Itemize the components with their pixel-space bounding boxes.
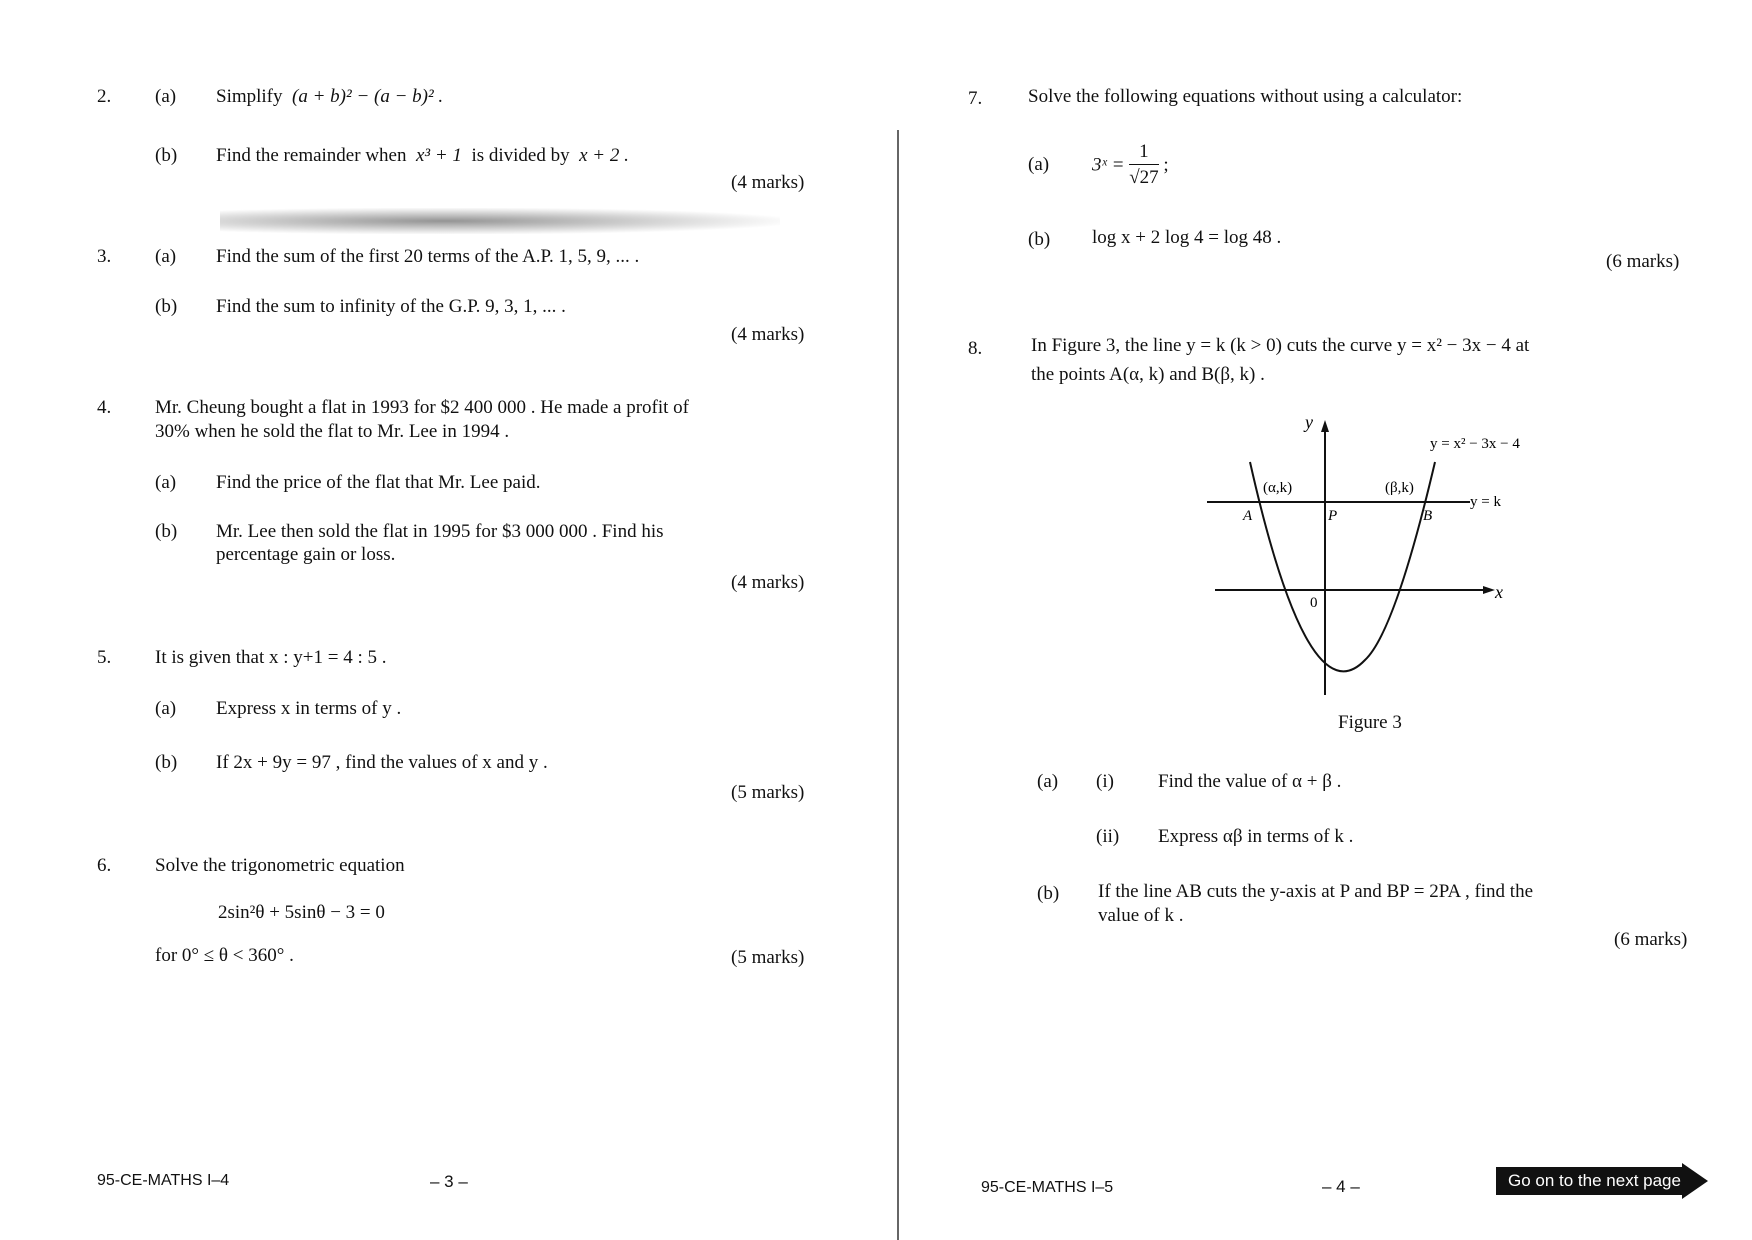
figure-caption: Figure 3	[1338, 712, 1402, 733]
line-label: y = k	[1470, 494, 1501, 510]
question-text: 30% when he sold the flat to Mr. Lee in 1994 .	[155, 421, 510, 442]
question-text: Solve the following equations without using a calculator:	[1028, 86, 1463, 107]
part-text: Find the sum of the first 20 terms of the A.P. 1, 5, 9, ... .	[216, 246, 640, 267]
question-text: Solve the trigonometric equation	[155, 855, 405, 876]
point-beta-label: (β,k)	[1385, 480, 1414, 496]
instruction: Simplify	[216, 86, 283, 107]
footer-page-number: – 4 –	[1322, 1177, 1360, 1196]
point-P-label: P	[1328, 508, 1338, 524]
question-number: 7.	[968, 88, 983, 109]
part-text: value of k .	[1098, 905, 1184, 926]
question-number: 4.	[97, 397, 112, 418]
part-label: (a)	[155, 698, 177, 719]
part-label: (a)	[1028, 154, 1050, 175]
next-page-text: Go on to the next page	[1496, 1167, 1682, 1195]
question-text: the points A(α, k) and B(β, k) .	[1031, 364, 1265, 385]
subpart-text: Express αβ in terms of k .	[1158, 826, 1354, 847]
instruction: is divided by	[471, 145, 570, 166]
equation: 2sin²θ + 5sinθ − 3 = 0	[218, 902, 385, 923]
expression: x³ + 1	[415, 145, 462, 166]
marks-label: (6 marks)	[1614, 929, 1688, 950]
instruction: Find the remainder when	[216, 145, 407, 166]
part-label: (a)	[155, 472, 177, 493]
x-axis-arrow	[1483, 586, 1495, 594]
fraction	[1129, 140, 1158, 191]
part-text: percentage gain or loss.	[216, 544, 396, 565]
marks-label: (6 marks)	[1606, 251, 1680, 272]
marks-label: (5 marks)	[731, 947, 805, 968]
question-number: 3.	[97, 246, 112, 267]
subpart-text: Find the value of α + β .	[1158, 771, 1342, 792]
part-label: (b)	[1028, 229, 1051, 250]
part-label: (b)	[155, 752, 178, 773]
part-text	[216, 145, 629, 167]
point-B-label: B	[1423, 508, 1433, 524]
punctuation: ;	[1163, 154, 1169, 176]
footer-code: 95-CE-MATHS I–4	[97, 1172, 230, 1189]
question-text: In Figure 3, the line y = k (k > 0) cuts the curve y = x² − 3x − 4 at	[1031, 335, 1530, 356]
part-text: If the line AB cuts the y-axis at P and BP = 2PA , find the	[1098, 881, 1534, 902]
fraction-numerator: 1	[1129, 140, 1158, 165]
question-number: 5.	[97, 647, 112, 668]
marks-label: (5 marks)	[731, 782, 805, 803]
question-text: Mr. Cheung bought a flat in 1993 for $2 400 000 . He made a profit of	[155, 397, 690, 418]
figure-3-graph	[1195, 410, 1595, 700]
part-text: Find the price of the flat that Mr. Lee paid.	[216, 472, 541, 493]
part-text: Find the sum to infinity of the G.P. 9, 3, 1, ... .	[216, 296, 566, 317]
subpart-label: (ii)	[1096, 826, 1120, 847]
part-label: (a)	[155, 86, 177, 107]
part-text: Mr. Lee then sold the flat in 1995 for $3 000 000 . Find his	[216, 521, 664, 542]
point-A-label: A	[1243, 508, 1253, 524]
curve-label: y = x² − 3x − 4	[1430, 436, 1520, 452]
scan-smudge	[220, 208, 780, 234]
expression: 3ˣ =	[1092, 154, 1125, 176]
origin-label: 0	[1310, 595, 1318, 611]
marks-label: (4 marks)	[731, 324, 805, 345]
point-alpha-label: (α,k)	[1263, 480, 1293, 496]
question-text: It is given that x : y+1 = 4 : 5 .	[155, 647, 387, 668]
part-label: (a)	[155, 246, 177, 267]
page-gutter-divider	[897, 130, 899, 1240]
part-label: (b)	[155, 145, 178, 166]
part-label: (b)	[1037, 883, 1060, 904]
footer-page-number: – 3 –	[430, 1172, 468, 1191]
marks-label: (4 marks)	[731, 172, 805, 193]
question-number: 6.	[97, 855, 112, 876]
subpart-label: (i)	[1096, 771, 1114, 792]
question-number: 2.	[97, 86, 112, 107]
expression: x + 2 .	[579, 145, 629, 166]
part-text: If 2x + 9y = 97 , find the values of x and y .	[216, 752, 548, 773]
question-number: 8.	[968, 338, 983, 359]
y-axis-label: y	[1305, 412, 1313, 432]
marks-label: (4 marks)	[731, 572, 805, 593]
y-axis-arrow	[1321, 420, 1329, 432]
part-text	[1092, 140, 1169, 191]
question-text: for 0° ≤ θ < 360° .	[155, 945, 294, 966]
right-arrow-icon	[1682, 1163, 1708, 1199]
part-text	[216, 86, 443, 108]
part-text: log x + 2 log 4 = log 48 .	[1092, 227, 1282, 248]
x-axis-label: x	[1495, 582, 1503, 602]
footer-code: 95-CE-MATHS I–5	[981, 1179, 1114, 1196]
expression: (a + b)² − (a − b)² .	[292, 86, 444, 107]
part-label: (b)	[155, 521, 178, 542]
part-label: (b)	[155, 296, 178, 317]
part-text: Express x in terms of y .	[216, 698, 402, 719]
part-label: (a)	[1037, 771, 1059, 792]
fraction-denominator: √27	[1129, 167, 1159, 188]
